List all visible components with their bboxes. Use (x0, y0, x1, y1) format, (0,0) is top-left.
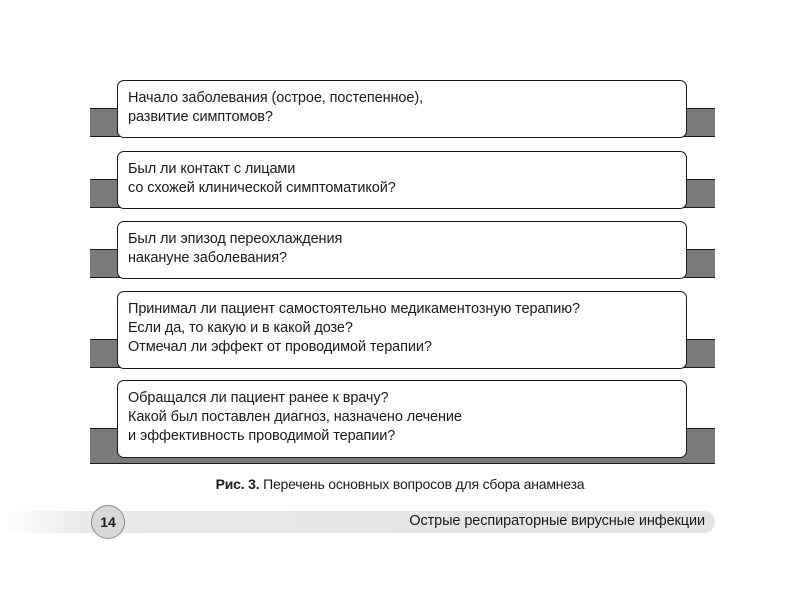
question-block-2 (90, 151, 715, 209)
question-line: Если да, то какую и в какой дозе? (128, 320, 353, 336)
question-line: развитие симптомов? (128, 109, 273, 125)
question-block-1 (90, 80, 715, 138)
question-line: Обращался ли пациент ранее к врачу? (128, 390, 389, 406)
running-title: Острые респираторные вирусные инфекции (409, 513, 705, 529)
question-line: со схожей клинической симптоматикой? (128, 180, 396, 196)
question-block-5 (90, 380, 715, 462)
figure-caption (0, 476, 800, 492)
question-card (117, 151, 687, 209)
question-card (117, 80, 687, 138)
question-line: Принимал ли пациент самостоятельно медикаментозную терапию? (128, 301, 580, 317)
page-number: 14 (91, 505, 125, 539)
figure-caption-text: Перечень основных вопросов для сбора анамнеза (259, 476, 585, 492)
question-card (117, 221, 687, 279)
question-line: Отмечал ли эффект от проводимой терапии? (128, 339, 432, 355)
question-line: Был ли контакт с лицами (128, 161, 296, 177)
question-block-4 (90, 291, 715, 369)
figure-label: Рис. 3. (215, 476, 260, 492)
question-line: Был ли эпизод переохлаждения (128, 231, 343, 247)
question-line: Какой был поставлен диагноз, назначено лечение (128, 409, 462, 425)
question-line: накануне заболевания? (128, 250, 287, 266)
question-line: Начало заболевания (острое, постепенное), (128, 90, 423, 106)
question-card (117, 380, 687, 458)
question-block-3 (90, 221, 715, 279)
question-line: и эффективность проводимой терапии? (128, 428, 396, 444)
question-card (117, 291, 687, 369)
